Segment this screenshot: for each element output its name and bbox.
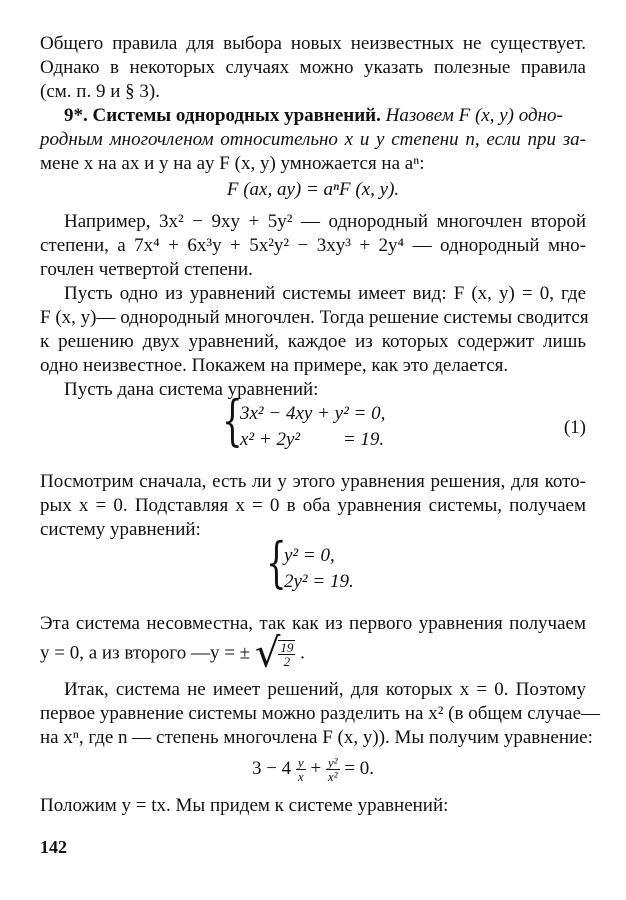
text-line: Эта система несовместна, так как из первого уравнения получаем xyxy=(40,613,586,634)
text-line: степени, а 7x⁴ + 6x³y + 5x²y² − 3xy³ + 2y⁴ — однородный мно- xyxy=(40,235,586,256)
section-heading-line xyxy=(64,104,586,128)
equation: x² + 2y² = 19. xyxy=(240,429,385,450)
equation: y² = 0, xyxy=(284,545,335,566)
text-line xyxy=(40,630,586,677)
equation: 3x² − 4xy + y² = 0, xyxy=(240,403,386,424)
formula-part: = 0. xyxy=(344,757,375,779)
text-line: F (x, y)— однородный многочлен. Тогда решение системы сводится xyxy=(40,307,589,328)
formula-part: + xyxy=(310,757,322,779)
equation-number: (1) xyxy=(563,417,586,438)
denominator: x xyxy=(297,769,304,784)
formula-part: 3 − 4 xyxy=(251,757,292,779)
radicand xyxy=(278,640,295,668)
text-line: рых x = 0. Подставляя x = 0 в оба уравнения системы, получаем xyxy=(40,495,586,516)
text-line: мене x на ax и y на ay F (x, y) умножается на aⁿ: xyxy=(40,153,425,174)
text-line: систему уравнений: xyxy=(40,519,201,540)
text-line: первое уравнение системы можно разделить на x² (в общем случае— xyxy=(40,703,601,724)
text-line: Например, 3x² − 9xy + 5y² — однородный многочлен второй xyxy=(64,211,586,232)
text-line: (см. п. 9 и § 3). xyxy=(40,81,160,102)
equation-system-1 xyxy=(222,389,462,454)
page-number: 142 xyxy=(40,837,67,857)
text-line: Пусть дана система уравнений: xyxy=(64,379,319,400)
denominator: x² xyxy=(327,769,338,784)
numerator: y xyxy=(297,755,304,770)
text-line: Посмотрим сначала, есть ли у этого уравнения решения, для кото- xyxy=(40,471,586,492)
text-line: к решению двух уравнений, каждое из которых содержит лишь xyxy=(40,331,586,352)
text-line: Общего правила для выбора новых неизвестных не существует. xyxy=(40,33,586,54)
text-fragment: Назовем F (x, y) одно- xyxy=(385,105,563,126)
brace: { xyxy=(266,531,287,594)
text-line: на xⁿ, где n — степень многочлена F (x, y)). Мы получим уравнение: xyxy=(40,727,593,748)
numerator: y² xyxy=(327,755,338,770)
formula xyxy=(0,756,626,783)
brace: { xyxy=(222,389,243,452)
text-line: одно неизвестное. Покажем на примере, как это делается. xyxy=(40,355,509,376)
text-line: Однако в некоторых случаях можно указать полезные правила xyxy=(40,57,586,78)
fraction xyxy=(326,756,340,783)
fraction xyxy=(296,756,306,783)
formula: F (ax, ay) = aⁿF (x, y). xyxy=(226,179,400,200)
sqrt-sign: √ xyxy=(254,630,281,677)
text-line: гочлен четвертой степени. xyxy=(40,259,253,280)
text-line: Итак, система не имеет решений, для которых x = 0. Поэтому xyxy=(64,679,586,700)
numerator: 19 xyxy=(280,640,294,655)
text-fragment: y = 0, а из второго —y = ± xyxy=(40,642,251,664)
equation-system-2 xyxy=(266,531,406,596)
text-line: родным многочленом относительно x и y степени n, если при за- xyxy=(40,129,586,150)
fraction xyxy=(278,641,295,668)
denominator: 2 xyxy=(283,654,291,669)
text-fragment: . xyxy=(300,642,305,664)
text-line: Положим y = tx. Мы придем к системе уравнений: xyxy=(40,795,449,816)
section-heading: 9*. Системы однородных уравнений. xyxy=(64,105,381,126)
equation: 2y² = 19. xyxy=(284,571,354,592)
text-line: Пусть одно из уравнений системы имеет вид: F (x, y) = 0, где xyxy=(64,283,586,304)
